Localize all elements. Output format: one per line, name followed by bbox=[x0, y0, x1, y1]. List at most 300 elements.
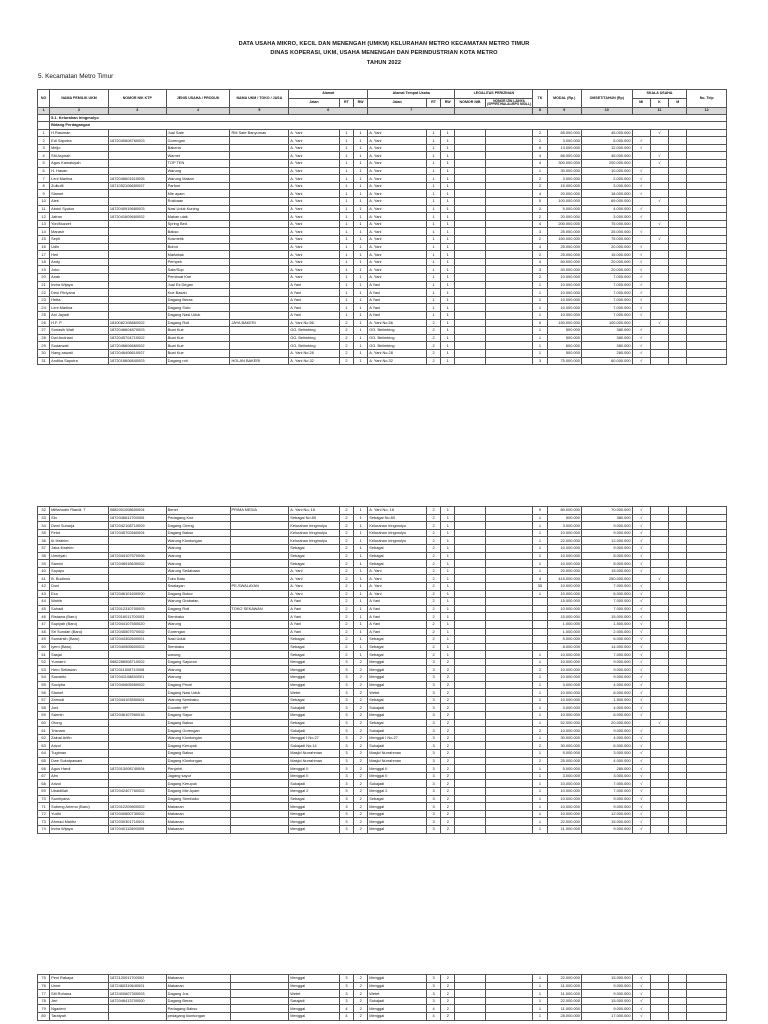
table-cell: 9.000.000 bbox=[581, 825, 632, 833]
table-cell: Dagang Roti bbox=[166, 319, 230, 327]
table-cell: 11.000.000 bbox=[547, 825, 581, 833]
table-cell: 1 bbox=[441, 273, 455, 281]
table-cell: 1872042407760002 bbox=[108, 787, 166, 795]
table-cell: 2 bbox=[441, 975, 455, 983]
table-cell: 4 bbox=[427, 1012, 441, 1020]
table-cell: 1 bbox=[354, 349, 368, 357]
colnum: 7 bbox=[368, 108, 455, 115]
table-cell bbox=[669, 765, 687, 773]
table-cell bbox=[687, 507, 727, 515]
table-cell bbox=[687, 304, 727, 312]
table-cell: 1 bbox=[533, 514, 547, 522]
table-cell: Kosmetik bbox=[166, 236, 230, 244]
table-cell: 2 bbox=[354, 704, 368, 712]
table-cell: 2 bbox=[533, 205, 547, 213]
table-cell: 2 bbox=[441, 787, 455, 795]
table-cell bbox=[650, 567, 668, 575]
table-cell bbox=[230, 772, 289, 780]
table-cell bbox=[687, 349, 727, 357]
table-cell: 2 bbox=[354, 712, 368, 720]
table-cell: 3 bbox=[427, 982, 441, 990]
table-cell: 4.000.000 bbox=[581, 681, 632, 689]
table-cell: Masjid Nurrahman bbox=[289, 757, 340, 765]
table-cell: 1 bbox=[354, 258, 368, 266]
table-cell: Menggal II bbox=[368, 765, 427, 773]
table-cell bbox=[632, 220, 650, 228]
table-cell: √ bbox=[650, 319, 668, 327]
table-cell bbox=[669, 349, 687, 357]
table-cell bbox=[455, 590, 485, 598]
table-cell: 1872045704710002 bbox=[108, 334, 166, 342]
table-row bbox=[38, 982, 727, 990]
table-cell bbox=[485, 507, 533, 515]
table-cell: 66.000.000 bbox=[547, 152, 581, 160]
table-cell: Sebagai bbox=[368, 696, 427, 704]
table-cell: √ bbox=[632, 997, 650, 1005]
table-cell bbox=[455, 537, 485, 545]
table-cell bbox=[669, 258, 687, 266]
table-cell: √ bbox=[632, 643, 650, 651]
table-cell: √ bbox=[632, 818, 650, 826]
table-row bbox=[38, 696, 727, 704]
table-cell bbox=[455, 674, 485, 682]
table-cell: 4.000.000 bbox=[581, 757, 632, 765]
table-cell: Sebagai bbox=[368, 544, 427, 552]
table-cell: GG. Belimbing bbox=[289, 327, 340, 335]
table-cell: Menggal bbox=[289, 803, 340, 811]
table-cell: 2 bbox=[427, 575, 441, 583]
table-cell: 15.000.000 bbox=[581, 251, 632, 259]
table-cell: 1 bbox=[441, 144, 455, 152]
table-cell: 10.000.000 bbox=[547, 727, 581, 735]
table-cell: 2 bbox=[441, 818, 455, 826]
table-cell bbox=[230, 220, 289, 228]
table-row bbox=[38, 228, 727, 236]
table-cell: A Yani bbox=[368, 311, 427, 319]
table-cell bbox=[485, 251, 533, 259]
table-cell: 1 bbox=[426, 258, 440, 266]
table-cell: 31 bbox=[38, 357, 50, 365]
table-cell bbox=[108, 537, 166, 545]
table-row bbox=[38, 818, 727, 826]
table-cell bbox=[485, 575, 533, 583]
table-cell bbox=[687, 810, 727, 818]
table-cell bbox=[650, 357, 668, 365]
table-cell: Siti Rohana bbox=[50, 990, 109, 998]
col-legalitas: LEGALITAS PERIZINAN bbox=[455, 90, 533, 99]
table-row bbox=[38, 160, 727, 168]
table-cell: Swalayan bbox=[166, 582, 230, 590]
table-cell bbox=[455, 281, 485, 289]
table-cell bbox=[108, 311, 166, 319]
table-cell: √ bbox=[632, 982, 650, 990]
table-cell bbox=[455, 514, 485, 522]
table-cell bbox=[687, 628, 727, 636]
table-cell: A Yani bbox=[368, 289, 427, 297]
table-cell: Edi Saputra bbox=[50, 137, 109, 145]
table-cell bbox=[230, 719, 289, 727]
table-cell: Suciptia bbox=[50, 681, 109, 689]
table-cell: 1872045507570002 bbox=[108, 628, 166, 636]
table-cell bbox=[230, 975, 289, 983]
table-cell: √ bbox=[632, 349, 650, 357]
table-cell bbox=[455, 975, 485, 983]
table-cell bbox=[650, 658, 668, 666]
table-cell bbox=[650, 552, 668, 560]
table-cell: 2 bbox=[354, 757, 368, 765]
table-cell: 2 bbox=[441, 704, 455, 712]
table-cell bbox=[669, 560, 687, 568]
table-cell: 12.000.000 bbox=[581, 144, 632, 152]
col-nama-ukm: NAMA UKM / TOKO / JASA bbox=[230, 90, 289, 108]
table-row bbox=[38, 975, 727, 983]
table-cell: Menggal I No.27 bbox=[368, 734, 427, 742]
table-cell: A. Yani bbox=[289, 160, 340, 168]
table-cell: H. Hasan bbox=[50, 167, 109, 175]
table-cell bbox=[485, 757, 533, 765]
table-cell bbox=[650, 990, 668, 998]
table-cell: 1 bbox=[339, 220, 353, 228]
table-row bbox=[38, 1005, 727, 1013]
table-cell: Hetta bbox=[50, 296, 109, 304]
table-cell: 1 bbox=[441, 137, 455, 145]
table-cell bbox=[669, 990, 687, 998]
table-cell: 1 bbox=[441, 552, 455, 560]
table-cell: √ bbox=[632, 734, 650, 742]
table-cell bbox=[485, 712, 533, 720]
table-cell bbox=[650, 544, 668, 552]
table-cell bbox=[455, 273, 485, 281]
table-cell bbox=[650, 1005, 668, 1013]
table-cell: 1 bbox=[354, 620, 368, 628]
table-cell: 55 bbox=[38, 681, 50, 689]
table-cell bbox=[485, 175, 533, 183]
table-cell: √ bbox=[632, 342, 650, 350]
table-cell: 2 bbox=[426, 319, 440, 327]
table-cell: 1 bbox=[441, 334, 455, 342]
table-cell bbox=[687, 750, 727, 758]
table-cell: 500.000 bbox=[547, 349, 581, 357]
table-cell bbox=[108, 167, 166, 175]
table-cell: 30.000.000 bbox=[547, 167, 581, 175]
table-cell bbox=[230, 681, 289, 689]
table-cell: Dagang Bakso bbox=[166, 529, 230, 537]
table-cell bbox=[485, 342, 533, 350]
table-cell: 2 bbox=[354, 810, 368, 818]
table-cell bbox=[650, 529, 668, 537]
table-cell: 59 bbox=[38, 712, 50, 720]
table-cell: 4 bbox=[533, 243, 547, 251]
table-cell: 1 bbox=[441, 327, 455, 335]
table-cell: 40 bbox=[38, 567, 50, 575]
table-cell: 43 bbox=[38, 590, 50, 598]
table-cell bbox=[455, 742, 485, 750]
table-cell: 1 bbox=[354, 628, 368, 636]
table-cell bbox=[669, 514, 687, 522]
table-cell: GG. Belimbing bbox=[289, 334, 340, 342]
table-cell bbox=[230, 273, 289, 281]
table-cell: 1.000.000 bbox=[547, 628, 581, 636]
table-cell: 80 bbox=[38, 1012, 50, 1020]
table-cell bbox=[108, 544, 166, 552]
table-cell: 2 bbox=[427, 613, 441, 621]
table-cell: Joni bbox=[50, 704, 109, 712]
table-cell: 1 bbox=[354, 552, 368, 560]
table-cell bbox=[533, 605, 547, 613]
table-cell: 32 bbox=[38, 507, 50, 515]
table-cell: 2 bbox=[354, 990, 368, 998]
table-cell bbox=[669, 734, 687, 742]
table-row bbox=[38, 167, 727, 175]
table-cell: 2 bbox=[339, 319, 353, 327]
table-cell: 500.000 bbox=[547, 334, 581, 342]
table-cell: 1 bbox=[426, 304, 440, 312]
table-cell: 2.000.000 bbox=[581, 175, 632, 183]
table-cell: Makanan bbox=[166, 810, 230, 818]
table-cell: 1 bbox=[354, 560, 368, 568]
table-cell: Menggal bbox=[289, 681, 340, 689]
table-cell bbox=[485, 803, 533, 811]
table-row bbox=[38, 750, 727, 758]
table-cell bbox=[650, 689, 668, 697]
table-cell bbox=[485, 228, 533, 236]
table-cell bbox=[455, 613, 485, 621]
table-cell: Sebagai No.80 bbox=[368, 514, 427, 522]
table-cell bbox=[230, 311, 289, 319]
table-cell: Kelurahan Iringmulyo bbox=[289, 529, 340, 537]
table-cell: 15.000.000 bbox=[581, 975, 632, 983]
table-cell bbox=[650, 507, 668, 515]
table-cell bbox=[230, 175, 289, 183]
table-cell: 3 bbox=[427, 727, 441, 735]
table-cell bbox=[669, 598, 687, 606]
table-cell: Dagang Beras bbox=[166, 296, 230, 304]
table-cell: Dewi Suharja bbox=[50, 522, 109, 530]
table-cell: 3 bbox=[427, 795, 441, 803]
table-cell bbox=[108, 727, 166, 735]
table-cell: 1 bbox=[354, 137, 368, 145]
table-cell bbox=[455, 772, 485, 780]
table-cell: A. Yani bbox=[368, 273, 427, 281]
table-cell bbox=[230, 552, 289, 560]
table-cell bbox=[650, 289, 668, 297]
table-cell: 2 bbox=[441, 772, 455, 780]
table-cell: Iyem (Baru) bbox=[50, 643, 109, 651]
table-cell: 49 bbox=[38, 636, 50, 644]
table-cell bbox=[485, 129, 533, 137]
table-cell: 53 bbox=[38, 666, 50, 674]
table-cell: Zainal Arifin bbox=[50, 734, 109, 742]
table-cell: √ bbox=[632, 658, 650, 666]
table-cell: 1 bbox=[441, 575, 455, 583]
table-cell: 1 bbox=[426, 198, 440, 206]
table-row bbox=[38, 137, 727, 145]
table-cell: 7.000.000 bbox=[581, 598, 632, 606]
table-cell: 1 bbox=[354, 537, 368, 545]
table-cell: 1 bbox=[533, 296, 547, 304]
table-cell: Menggal bbox=[368, 825, 427, 833]
table-cell bbox=[485, 605, 533, 613]
table-row bbox=[38, 349, 727, 357]
table-cell bbox=[669, 175, 687, 183]
table-cell: Buat Kue bbox=[166, 327, 230, 335]
table-cell: Nasi Uduk bbox=[166, 636, 230, 644]
table-cell: 20.000.000 bbox=[547, 213, 581, 221]
table-cell bbox=[687, 765, 727, 773]
table-cell bbox=[485, 160, 533, 168]
table-cell: √ bbox=[632, 544, 650, 552]
table-cell: 2 bbox=[339, 651, 353, 659]
table-cell: Meijo bbox=[50, 144, 109, 152]
table-cell: 1 bbox=[441, 296, 455, 304]
table-cell: 1 bbox=[533, 772, 547, 780]
table-cell: 1 bbox=[441, 167, 455, 175]
table-cell: A Yani bbox=[289, 598, 340, 606]
table-cell bbox=[687, 220, 727, 228]
table-cell: A. Yani bbox=[289, 575, 340, 583]
table-row bbox=[38, 598, 727, 606]
table-cell: 54 bbox=[38, 674, 50, 682]
table-cell: Sukajadi bbox=[368, 727, 427, 735]
table-cell: 380.000 bbox=[581, 342, 632, 350]
table-cell: Kelurahan Iringmulyo bbox=[289, 537, 340, 545]
table-cell: 3 bbox=[339, 795, 353, 803]
table-cell bbox=[108, 795, 166, 803]
table-cell: 1 bbox=[533, 349, 547, 357]
table-cell bbox=[230, 990, 289, 998]
table-cell bbox=[455, 266, 485, 274]
table-cell: 1 bbox=[441, 213, 455, 221]
table-cell: 33 bbox=[38, 514, 50, 522]
table-cell: 1.500.000 bbox=[581, 696, 632, 704]
table-cell: 7.000.000 bbox=[581, 296, 632, 304]
table-cell: 1 bbox=[441, 544, 455, 552]
table-cell: Toko Batu bbox=[166, 575, 230, 583]
table-cell: 1 bbox=[38, 129, 50, 137]
table-cell: Supiyah (Baru) bbox=[50, 620, 109, 628]
table-cell: Leni Marlina bbox=[50, 175, 109, 183]
table-cell bbox=[455, 990, 485, 998]
table-cell bbox=[669, 575, 687, 583]
table-cell: Menggal bbox=[289, 975, 340, 983]
table-cell bbox=[455, 704, 485, 712]
table-cell: 1 bbox=[426, 311, 440, 319]
table-cell: Menggal bbox=[368, 658, 427, 666]
table-cell: 1872460319640001 bbox=[108, 982, 166, 990]
table-cell: 2 bbox=[441, 810, 455, 818]
table-cell bbox=[669, 167, 687, 175]
table-cell: 1.500.000 bbox=[581, 620, 632, 628]
col-rw: RW bbox=[354, 99, 368, 108]
table-cell: 8.000.000 bbox=[581, 552, 632, 560]
table-cell: √ bbox=[632, 357, 650, 365]
table-cell: 3 bbox=[427, 658, 441, 666]
table-cell bbox=[230, 167, 289, 175]
table-cell bbox=[650, 582, 668, 590]
table-cell bbox=[669, 537, 687, 545]
table-cell: 1 bbox=[354, 236, 368, 244]
table-row bbox=[38, 727, 727, 735]
table-cell: 2 bbox=[427, 582, 441, 590]
table-cell bbox=[650, 742, 668, 750]
table-cell bbox=[687, 719, 727, 727]
table-row bbox=[38, 205, 727, 213]
table-cell: A. Yani bbox=[289, 266, 340, 274]
table-cell: √ bbox=[632, 803, 650, 811]
table-cell: 2 bbox=[533, 273, 547, 281]
table-cell: Suyayo bbox=[50, 567, 109, 575]
table-cell: 1 bbox=[354, 311, 368, 319]
table-cell: 1 bbox=[441, 598, 455, 606]
table-cell bbox=[230, 651, 289, 659]
table-cell: 1872042108710009 bbox=[108, 522, 166, 530]
table-cell bbox=[108, 719, 166, 727]
table-cell: Menggal II bbox=[289, 772, 340, 780]
table-cell: 1872040919680003 bbox=[108, 205, 166, 213]
table-cell bbox=[669, 810, 687, 818]
table-cell bbox=[650, 327, 668, 335]
table-cell: √ bbox=[632, 681, 650, 689]
table-cell: Penjahit bbox=[166, 765, 230, 773]
table-row bbox=[38, 590, 727, 598]
table-cell bbox=[650, 137, 668, 145]
table-cell bbox=[687, 636, 727, 644]
table-cell: Warung Klontongan bbox=[166, 537, 230, 545]
table-cell: Sebagai bbox=[289, 552, 340, 560]
table-cell: 3 bbox=[427, 681, 441, 689]
table-cell: √ bbox=[650, 236, 668, 244]
table-cell: 2 bbox=[441, 982, 455, 990]
table-cell: 3 bbox=[427, 810, 441, 818]
table-cell: 61 bbox=[38, 727, 50, 735]
table-cell bbox=[669, 544, 687, 552]
table-cell bbox=[108, 198, 166, 206]
table-cell: Sebagai bbox=[368, 552, 427, 560]
table-cell: Ahmad Mahfiz bbox=[50, 818, 109, 826]
table-cell bbox=[669, 251, 687, 259]
table-cell bbox=[669, 304, 687, 312]
table-cell: 3.000.000 bbox=[581, 750, 632, 758]
table-cell bbox=[687, 529, 727, 537]
table-cell: √ bbox=[632, 167, 650, 175]
table-row bbox=[38, 643, 727, 651]
table-cell bbox=[230, 628, 289, 636]
table-cell: 1 bbox=[339, 160, 353, 168]
table-cell: 1 bbox=[441, 620, 455, 628]
table-cell bbox=[230, 590, 289, 598]
table-cell bbox=[108, 251, 166, 259]
table-cell: Ubaidillah bbox=[50, 787, 109, 795]
table-cell: 1 bbox=[354, 273, 368, 281]
table-cell bbox=[687, 160, 727, 168]
table-cell: Menggal II bbox=[289, 765, 340, 773]
table-cell: Sebagai bbox=[368, 795, 427, 803]
table-cell: 3 bbox=[339, 825, 353, 833]
table-cell: 2 bbox=[354, 997, 368, 1005]
table-cell: 1 bbox=[354, 529, 368, 537]
table-cell: RM Sate Banyumas bbox=[230, 129, 289, 137]
table-cell bbox=[230, 1005, 289, 1013]
table-cell: 1 bbox=[441, 266, 455, 274]
table-cell: 1 bbox=[354, 182, 368, 190]
table-cell: 1872044107550020 bbox=[108, 620, 166, 628]
table-cell bbox=[230, 182, 289, 190]
table-cell: Warung bbox=[166, 666, 230, 674]
col-skala: SKALA USAHA bbox=[632, 90, 687, 99]
table-cell: 2 bbox=[354, 825, 368, 833]
table-cell: 8.000.000 bbox=[581, 689, 632, 697]
table-cell: 9.000.000 bbox=[581, 990, 632, 998]
